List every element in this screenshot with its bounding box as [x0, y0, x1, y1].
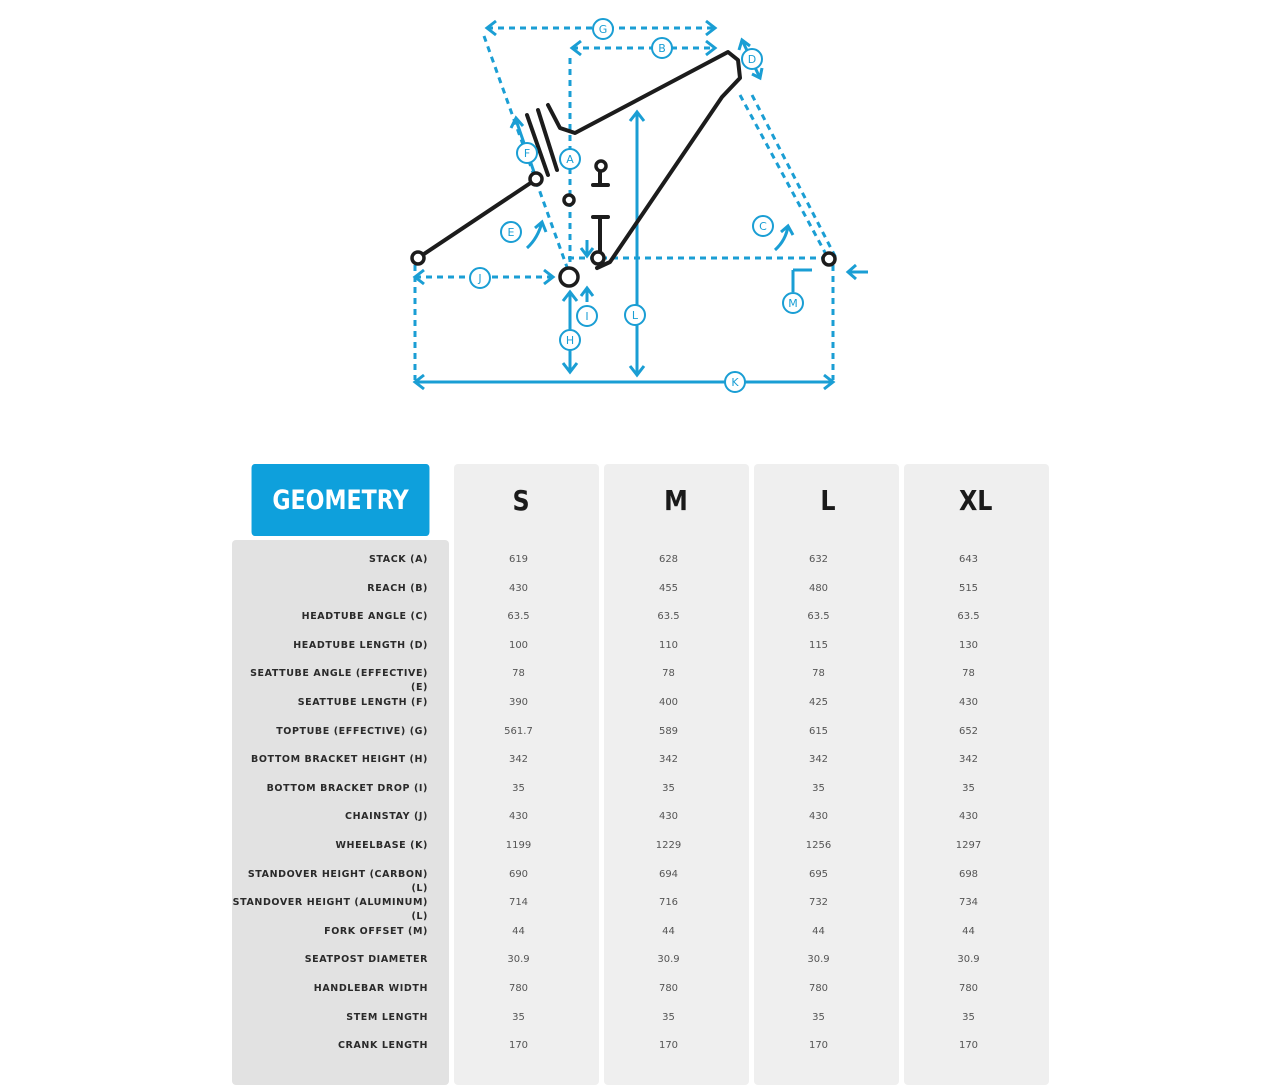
svg-text:L: L: [631, 309, 639, 322]
table-cell: 780: [958, 983, 979, 994]
svg-text:I: I: [585, 310, 589, 323]
table-cell: 342: [958, 754, 979, 765]
marker-h: [560, 330, 580, 350]
svg-text:F: F: [523, 147, 531, 160]
table-cell: 561.7: [504, 726, 533, 737]
table-cell: 35: [512, 1012, 525, 1023]
table-cell: 35: [812, 783, 825, 794]
table-cell: 44: [512, 926, 525, 937]
table-cell: 430: [958, 811, 979, 822]
bike-frame: [412, 52, 835, 286]
marker-j: [470, 268, 490, 288]
row-label: STANDOVER HEIGHT (CARBON) (L): [247, 869, 428, 894]
table-cell: 30.9: [657, 954, 680, 965]
row-label: HEADTUBE LENGTH (D): [293, 640, 428, 651]
table-cell: 1229: [655, 840, 682, 851]
table-cell: 63.5: [957, 611, 980, 622]
row-label: BOTTOM BRACKET HEIGHT (H): [251, 754, 428, 765]
size-header-m: M: [663, 483, 688, 517]
table-cell: 632: [808, 554, 829, 565]
svg-text:H: H: [565, 334, 575, 347]
marker-l: [625, 305, 645, 325]
row-label: STEM LENGTH: [346, 1012, 428, 1023]
table-cell: 714: [508, 897, 529, 908]
row-label: FORK OFFSET (M): [324, 926, 428, 937]
table-cell: 780: [658, 983, 679, 994]
marker-c: [753, 216, 773, 236]
table-cell: 78: [512, 668, 525, 679]
table-cell: 35: [662, 783, 675, 794]
marker-a: [560, 149, 580, 169]
marker-g: [593, 19, 613, 39]
row-label: SEATTUBE LENGTH (F): [297, 697, 428, 708]
table-cell: 430: [658, 811, 679, 822]
table-cell: 78: [962, 668, 975, 679]
table-cell: 170: [958, 1040, 979, 1051]
row-label: WHEELBASE (K): [335, 840, 428, 851]
size-header-xl: XL: [958, 483, 993, 517]
table-cell: 652: [958, 726, 979, 737]
table-cell: 35: [812, 1012, 825, 1023]
table-cell: 342: [808, 754, 829, 765]
row-label: BOTTOM BRACKET DROP (I): [266, 783, 428, 794]
table-cell: 35: [662, 1012, 675, 1023]
table-cell: 515: [958, 583, 979, 594]
size-header-s: S: [512, 483, 531, 517]
table-cell: 115: [808, 640, 829, 651]
table-cell: 63.5: [807, 611, 830, 622]
table-cell: 430: [508, 811, 529, 822]
row-label: TOPTUBE (EFFECTIVE) (G): [276, 726, 428, 737]
table-cell: 170: [808, 1040, 829, 1051]
table-cell: 78: [662, 668, 675, 679]
table-cell: 695: [808, 869, 829, 880]
table-cell: 30.9: [957, 954, 980, 965]
table-cell: 619: [508, 554, 529, 565]
svg-text:E: E: [507, 226, 515, 239]
table-cell: 716: [658, 897, 679, 908]
table-cell: 615: [808, 726, 829, 737]
table-cell: 30.9: [507, 954, 530, 965]
table-cell: 130: [958, 640, 979, 651]
row-label: HEADTUBE ANGLE (C): [301, 611, 428, 622]
table-cell: 35: [962, 1012, 975, 1023]
svg-text:G: G: [598, 23, 608, 36]
table-cell: 78: [812, 668, 825, 679]
dimension-lines: [415, 21, 868, 389]
svg-text:D: D: [747, 53, 757, 66]
table-cell: 698: [958, 869, 979, 880]
table-cell: 44: [812, 926, 825, 937]
table-cell: 628: [658, 554, 679, 565]
table-cell: 100: [508, 640, 529, 651]
svg-text:M: M: [788, 297, 798, 310]
row-label: HANDLEBAR WIDTH: [313, 983, 428, 994]
table-cell: 1297: [955, 840, 982, 851]
size-header-l: L: [819, 483, 836, 517]
table-cell: 170: [658, 1040, 679, 1051]
table-cell: 734: [958, 897, 979, 908]
marker-f: [517, 143, 537, 163]
row-label: STANDOVER HEIGHT (ALUMINUM) (L): [232, 897, 428, 922]
table-cell: 589: [658, 726, 679, 737]
table-cell: 44: [962, 926, 975, 937]
table-cell: 170: [508, 1040, 529, 1051]
marker-i: [577, 306, 597, 326]
table-cell: 780: [808, 983, 829, 994]
table-cell: 430: [808, 811, 829, 822]
row-label: CHAINSTAY (J): [345, 811, 428, 822]
table-cell: 430: [958, 697, 979, 708]
svg-text:B: B: [658, 42, 666, 55]
table-cell: 690: [508, 869, 529, 880]
table-cell: 342: [658, 754, 679, 765]
table-cell: 430: [508, 583, 529, 594]
row-label: CRANK LENGTH: [337, 1040, 428, 1051]
svg-text:A: A: [566, 153, 574, 166]
table-cell: 455: [658, 583, 679, 594]
svg-text:J: J: [478, 272, 482, 285]
row-label: REACH (B): [367, 583, 428, 594]
table-cell: 110: [658, 640, 679, 651]
table-cell: 1199: [505, 840, 532, 851]
table-cell: 44: [662, 926, 675, 937]
marker-b: [652, 38, 672, 58]
table-cell: 425: [808, 697, 829, 708]
marker-m: [783, 293, 803, 313]
svg-text:C: C: [759, 220, 767, 233]
geometry-title: GEOMETRY: [252, 464, 430, 536]
table-cell: 390: [508, 697, 529, 708]
table-cell: 732: [808, 897, 829, 908]
table-cell: 480: [808, 583, 829, 594]
table-cell: 35: [512, 783, 525, 794]
table-cell: 643: [958, 554, 979, 565]
table-cell: 63.5: [507, 611, 530, 622]
row-label: SEATPOST DIAMETER: [304, 954, 428, 965]
table-cell: 63.5: [657, 611, 680, 622]
table-cell: 35: [962, 783, 975, 794]
row-label: SEATTUBE ANGLE (EFFECTIVE) (E): [250, 668, 428, 693]
table-cell: 1256: [805, 840, 832, 851]
table-cell: 400: [658, 697, 679, 708]
marker-d: [742, 49, 762, 69]
frame-geometry-diagram: [0, 0, 1271, 440]
table-cell: 694: [658, 869, 679, 880]
marker-e: [501, 222, 521, 242]
table-cell: 30.9: [807, 954, 830, 965]
marker-k: [725, 372, 745, 392]
row-label: STACK (A): [368, 554, 428, 565]
svg-text:K: K: [731, 376, 739, 389]
table-cell: 780: [508, 983, 529, 994]
table-cell: 342: [508, 754, 529, 765]
